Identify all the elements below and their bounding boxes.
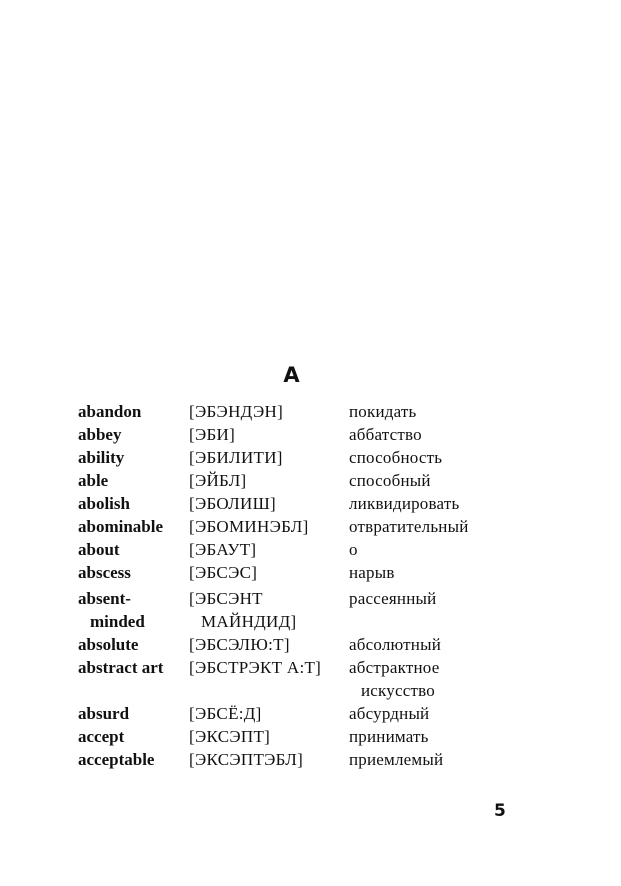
entry-transcription bbox=[189, 561, 349, 584]
entry-meaning-line: ликвидировать bbox=[349, 494, 460, 513]
entry-word-line: acceptable bbox=[78, 750, 155, 769]
entry-transcription-line: [ЭБСЁ:Д] bbox=[189, 704, 262, 723]
entry-transcription-line: [ЭКСЭПТЭБЛ] bbox=[189, 750, 304, 769]
entry-word-line: accept bbox=[78, 727, 125, 746]
entry-meaning-line: способный bbox=[349, 471, 431, 490]
dictionary-entry bbox=[78, 702, 518, 725]
entry-meaning-line: нарыв bbox=[349, 563, 395, 582]
entry-word bbox=[78, 748, 189, 771]
entry-meaning bbox=[349, 400, 518, 423]
entry-meaning bbox=[349, 561, 518, 584]
entry-word-line: ability bbox=[78, 448, 125, 467]
entry-transcription bbox=[189, 538, 349, 561]
entry-meaning bbox=[349, 748, 518, 771]
entry-meaning-line: рассеянный bbox=[349, 589, 437, 608]
entry-meaning-line: способность bbox=[349, 448, 443, 467]
entry-meaning-line: принимать bbox=[349, 727, 429, 746]
entry-transcription-line: [ЭБСЭНТ bbox=[189, 589, 263, 608]
entry-word-line: abbey bbox=[78, 425, 122, 444]
entry-word bbox=[78, 469, 189, 492]
entry-transcription-line: [ЭБОМИНЭБЛ] bbox=[189, 517, 309, 536]
dictionary-entry bbox=[78, 656, 518, 702]
entry-transcription-continuation: МАЙНДИД] bbox=[201, 612, 297, 631]
entry-word-line: able bbox=[78, 471, 109, 490]
entry-word-line: abolish bbox=[78, 494, 130, 513]
section-letter-heading: A bbox=[283, 363, 300, 387]
entry-transcription bbox=[189, 725, 349, 748]
entry-meaning-continuation: искусство bbox=[361, 681, 435, 700]
entry-meaning bbox=[349, 446, 518, 469]
entry-transcription bbox=[189, 702, 349, 725]
entry-word-line: abstract art bbox=[78, 658, 164, 677]
entry-transcription bbox=[189, 633, 349, 656]
entry-meaning bbox=[349, 725, 518, 748]
dictionary-entry bbox=[78, 469, 518, 492]
entry-meaning-line: аббатство bbox=[349, 425, 422, 444]
entry-transcription-line: [ЭБОЛИШ] bbox=[189, 494, 276, 513]
entry-word bbox=[78, 492, 189, 515]
dictionary-entries bbox=[78, 400, 518, 771]
entry-transcription bbox=[189, 400, 349, 423]
entry-transcription-line: [ЭЙБЛ] bbox=[189, 471, 247, 490]
entry-word bbox=[78, 587, 189, 633]
entry-meaning-line: приемлемый bbox=[349, 750, 444, 769]
entry-word bbox=[78, 538, 189, 561]
entry-transcription bbox=[189, 469, 349, 492]
entry-word bbox=[78, 515, 189, 538]
entry-transcription-line: [ЭБСТРЭКТ А:Т] bbox=[189, 658, 322, 677]
entry-word-continuation: minded bbox=[90, 612, 145, 631]
entry-meaning bbox=[349, 423, 518, 446]
entry-word bbox=[78, 400, 189, 423]
entry-meaning bbox=[349, 515, 518, 538]
entry-meaning bbox=[349, 469, 518, 492]
entry-word bbox=[78, 656, 189, 679]
page-number: 5 bbox=[494, 801, 506, 821]
entry-meaning-line: покидать bbox=[349, 402, 417, 421]
entry-transcription bbox=[189, 748, 349, 771]
entry-transcription bbox=[189, 492, 349, 515]
entry-word bbox=[78, 446, 189, 469]
entry-word-line: abominable bbox=[78, 517, 164, 536]
dictionary-entry bbox=[78, 423, 518, 446]
entry-meaning-line: абстрактное bbox=[349, 658, 440, 677]
dictionary-entry bbox=[78, 561, 518, 584]
entry-word bbox=[78, 725, 189, 748]
entry-meaning bbox=[349, 656, 518, 702]
entry-word-line: absent- bbox=[78, 589, 131, 608]
entry-transcription-line: [ЭБСЭЛЮ:Т] bbox=[189, 635, 290, 654]
entry-meaning bbox=[349, 702, 518, 725]
entry-meaning-line: абсолютный bbox=[349, 635, 442, 654]
entry-transcription bbox=[189, 587, 349, 633]
entry-meaning bbox=[349, 587, 518, 610]
entry-transcription-line: [ЭБСЭС] bbox=[189, 563, 258, 582]
entry-word-line: abandon bbox=[78, 402, 142, 421]
dictionary-entry bbox=[78, 515, 518, 538]
entry-meaning-line: абсурдный bbox=[349, 704, 430, 723]
entry-transcription-line: [ЭБАУТ] bbox=[189, 540, 257, 559]
entry-word bbox=[78, 702, 189, 725]
entry-meaning bbox=[349, 492, 518, 515]
entry-transcription-line: [ЭБИЛИТИ] bbox=[189, 448, 283, 467]
entry-meaning-line: отвратительный bbox=[349, 517, 469, 536]
dictionary-entry bbox=[78, 725, 518, 748]
entry-meaning bbox=[349, 538, 518, 561]
entry-transcription bbox=[189, 423, 349, 446]
entry-word bbox=[78, 423, 189, 446]
entry-transcription bbox=[189, 446, 349, 469]
dictionary-entry bbox=[78, 538, 518, 561]
dictionary-entry bbox=[78, 492, 518, 515]
entry-transcription-line: [ЭБЭНДЭН] bbox=[189, 402, 284, 421]
dictionary-entry bbox=[78, 633, 518, 656]
entry-transcription-line: [ЭБИ] bbox=[189, 425, 236, 444]
dictionary-entry bbox=[78, 587, 518, 633]
entry-word-line: absolute bbox=[78, 635, 139, 654]
entry-word-line: about bbox=[78, 540, 120, 559]
entry-meaning bbox=[349, 633, 518, 656]
entry-transcription bbox=[189, 515, 349, 538]
entry-transcription bbox=[189, 656, 349, 679]
entry-meaning-line: о bbox=[349, 540, 358, 559]
entry-word-line: absurd bbox=[78, 704, 130, 723]
entry-word bbox=[78, 561, 189, 584]
entry-word-line: abscess bbox=[78, 563, 131, 582]
dictionary-entry bbox=[78, 748, 518, 771]
entry-word bbox=[78, 633, 189, 656]
dictionary-entry bbox=[78, 446, 518, 469]
entry-transcription-line: [ЭКСЭПТ] bbox=[189, 727, 271, 746]
dictionary-entry bbox=[78, 400, 518, 423]
